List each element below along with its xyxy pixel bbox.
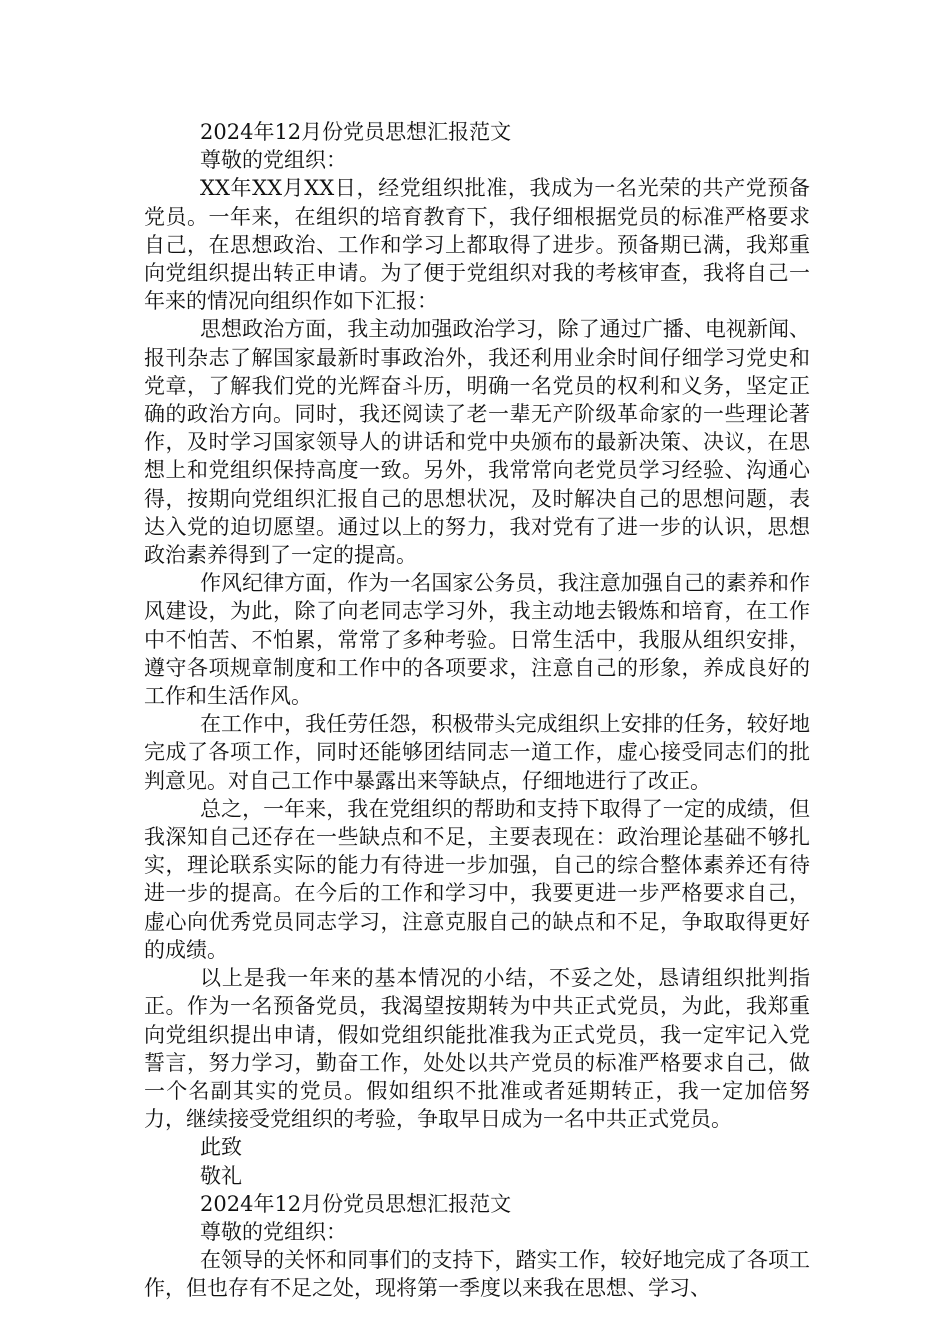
document-title: 2024年12月份党员思想汇报范文: [200, 120, 512, 144]
salutation: 尊敬的党组织：: [200, 148, 347, 173]
body-paragraph: 在工作中，我任劳任怨，积极带头完成组织上安排的任务，较好地完成了各项工作，同时还能够团结同志一道工作，虚心接受同志们的批判意见。对自己工作中暴露出来等缺点，仔细地进行了改正。: [144, 712, 810, 793]
document-body: [144, 118, 810, 1303]
closing-line: 此致: [200, 1135, 242, 1160]
body-paragraph: 思想政治方面，我主动加强政治学习，除了通过广播、电视新闻、报刊杂志了解国家最新时事政治外，我还利用业余时间仔细学习党史和党章，了解我们党的光辉奋斗历，明确一名党员的权利和义务，坚定正确的政治方向。同时，我还阅读了老一辈无产阶级革命家的一些理论著作，及时学习国家领导人的讲话和党中央颁布的最新决策、决议，在思想上和党组织保持高度一致。另外，我常常向老党员学习经验、沟通心得，按期向党组织汇报自己的思想状况，及时解决自己的思想问题，表达入党的迫切愿望。通过以上的努力，我对党有了进一步的认识，思想政治素养得到了一定的提高。: [144, 317, 810, 568]
closing-line: 敬礼: [200, 1163, 242, 1188]
salutation: 尊敬的党组织：: [200, 1219, 347, 1244]
body-paragraph: 以上是我一年来的基本情况的小结，不妥之处，恳请组织批判指正。作为一名预备党员，我渴望按期转为中共正式党员，为此，我郑重向党组织提出申请，假如党组织能批准我为正式党员，我一定牢记入党誓言，努力学习，勤奋工作，处处以共产党员的标准严格要求自己，做一个名副其实的党员。假如组织不批准或者延期转正，我一定加倍努力，继续接受党组织的考验，争取早日成为一名中共正式党员。: [144, 966, 810, 1132]
document-title: 2024年12月份党员思想汇报范文: [200, 1191, 512, 1216]
body-paragraph: 总之，一年来，我在党组织的帮助和支持下取得了一定的成绩，但我深知自己还存在一些缺点和不足，主要表现在：政治理论基础不够扎实，理论联系实际的能力有待进一步加强，自己的综合整体素养还有待进一步的提高。在今后的工作和学习中，我要更进一步严格要求自己，虚心向优秀党员同志学习，注意克服自己的缺点和不足，争取取得更好的成绩。: [144, 796, 810, 962]
body-paragraph: XX年XX月XX日，经党组织批准，我成为一名光荣的共产党预备党员。一年来，在组织的培育教育下，我仔细根据党员的标准严格要求自己，在思想政治、工作和学习上都取得了进步。预备期已满，我郑重向党组织提出转正申请。为了便于党组织对我的考核审查，我将自己一年来的情况向组织作如下汇报：: [144, 176, 810, 314]
body-paragraph: 作风纪律方面，作为一名国家公务员，我注意加强自己的素养和作风建设，为此，除了向老同志学习外，我主动地去锻炼和培育，在工作中不怕苦、不怕累，常常了多种考验。日常生活中，我服从组织安排，遵守各项规章制度和工作中的各项要求，注意自己的形象，养成良好的工作和生活作风。: [144, 571, 810, 709]
body-paragraph: 在领导的关怀和同事们的支持下，踏实工作，较好地完成了各项工作，但也存有不足之处，现将第一季度以来我在思想、学习、: [144, 1248, 810, 1301]
